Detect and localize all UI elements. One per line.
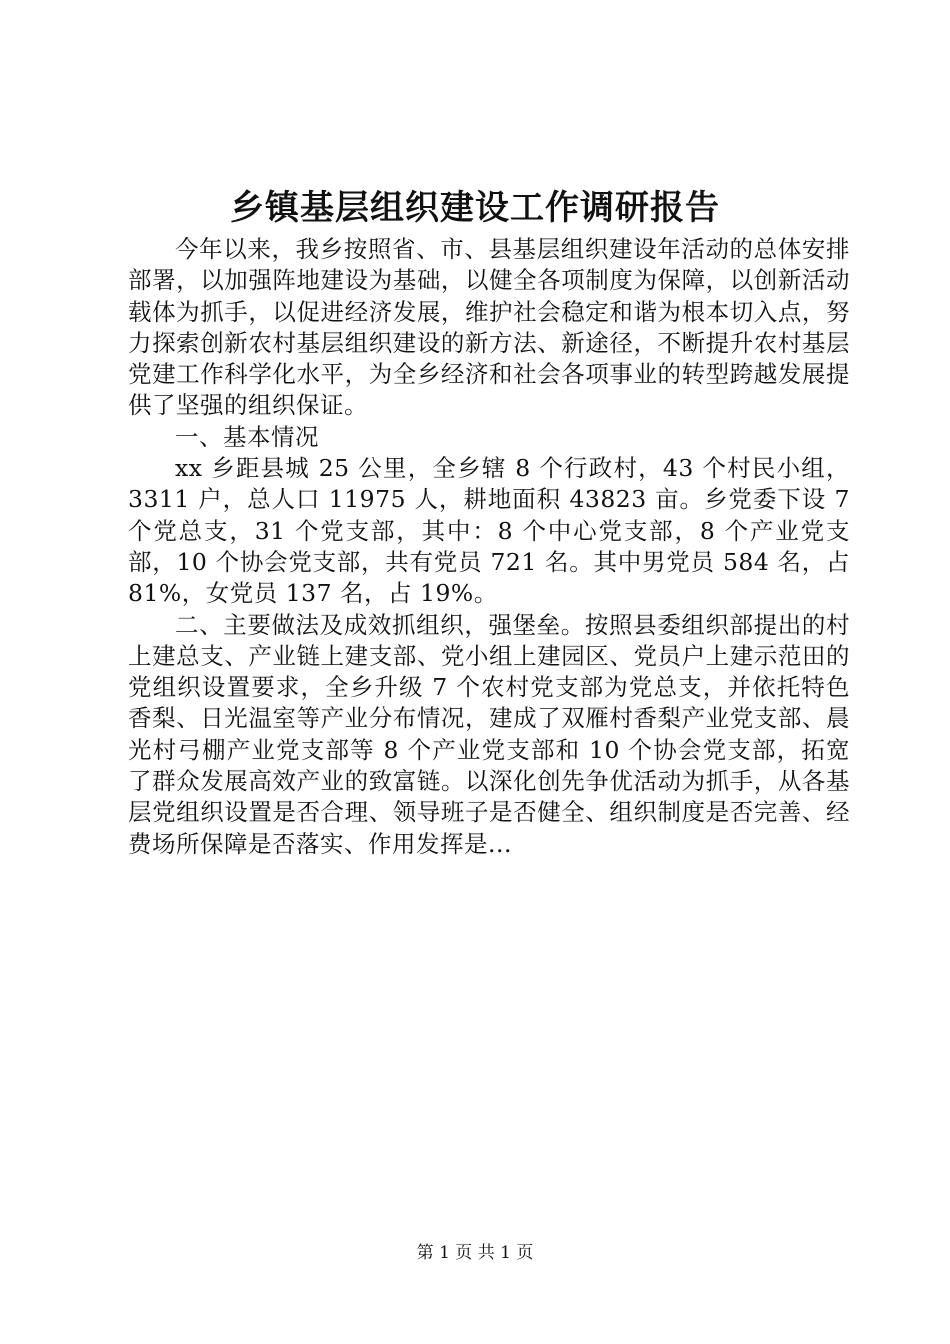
paragraph-intro: 今年以来，我乡按照省、市、县基层组织建设年活动的总体安排部署，以加强阵地建设为基础，以健全各项制度为保障，以创新活动载体为抓手，以促进经济发展，维护社会稳定和谐为根本切入点，努力探索创新农村基层组织建设的新方法、新途径，不断提升农村基层党建工作科学化水平，为全乡经济和社会各项事业的转型跨越发展提供了坚强的组织保证。 — [128, 235, 850, 420]
document-body — [128, 234, 850, 860]
page-footer: 第 1 页 共 1 页 — [416, 1243, 534, 1263]
section-heading-basic: 一、基本情况 — [175, 422, 319, 451]
paragraph-practices: 二、主要做法及成效抓组织，强堡垒。按照县委组织部提出的村上建总支、产业链上建支部、党小组上建园区、党员户上建示范田的党组织设置要求，全乡升级 7 个农村党支部为党总支，并依托特色香梨、日光温室等产业分布情况，建成了双雁村香梨产业党支部、晨光村弓棚产业党支部等 8 个产业党支部和 10 个协会党支部，拓宽了群众发展高效产业的致富链。以深化创先争优活动为抓手，从各基层党组织设置是否合理、领导班子是否健全、组织制度是否完善、经费场所保障是否落实、作用发挥是... — [128, 610, 850, 858]
paragraph-basic-info: xx 乡距县城 25 公里，全乡辖 8 个行政村，43 个村民小组，3311 户，总人口 11975 人，耕地面积 43823 亩。乡党委下设 7 个党总支，31 个党支部，其中：8 个中心党支部，8 个产业党支部，10 个协会党支部，共有党员 721 名。其中男党员 584 名，占 81%，女党员 137 名，占 19%。 — [128, 454, 850, 608]
document-title: 乡镇基层组织建设工作调研报告 — [230, 188, 720, 228]
